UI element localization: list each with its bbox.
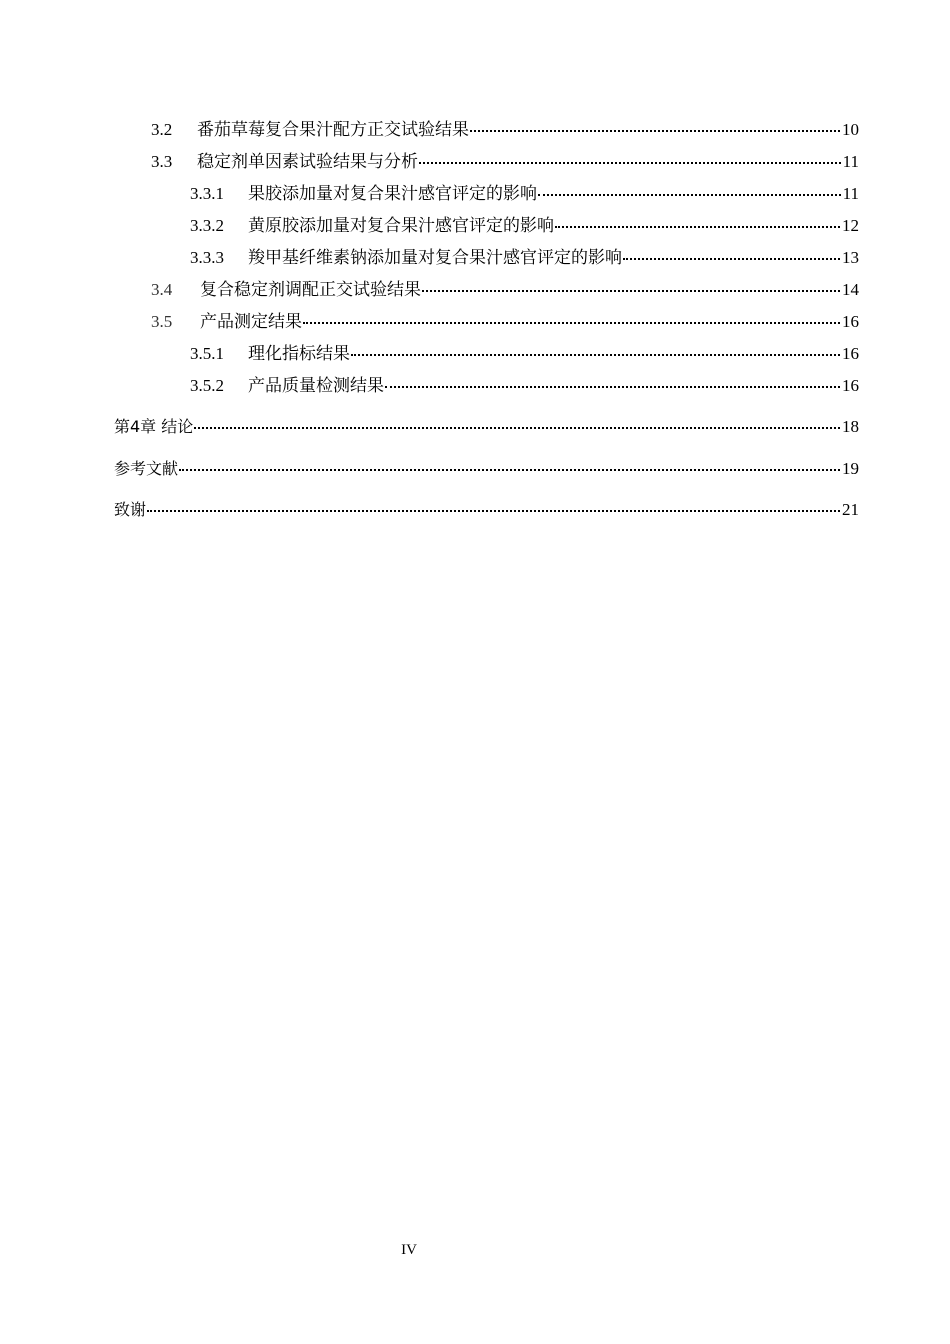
toc-entry-title: 果胶添加量对复合果汁感官评定的影响 <box>248 184 537 203</box>
toc-entry-3-3[interactable] <box>151 151 859 173</box>
toc-dot-leader <box>538 193 841 196</box>
toc-entry-page: 14 <box>842 280 859 299</box>
toc-entry-title: 参考文献 <box>114 459 179 478</box>
toc-entry-page: 16 <box>842 376 859 395</box>
toc-entry-3-3-2[interactable] <box>190 215 859 237</box>
toc-entry-page: 18 <box>842 417 859 436</box>
toc-entry-title: 黄原胶添加量对复合果汁感官评定的影响 <box>248 216 554 235</box>
toc-entry-number: 3.5 <box>151 312 173 331</box>
toc-dot-leader <box>351 353 840 356</box>
toc-entry-page: 11 <box>842 152 859 171</box>
toc-entry-chapter-4[interactable] <box>114 416 859 438</box>
toc-entry-page: 21 <box>842 500 859 519</box>
toc-dot-leader <box>303 321 840 324</box>
toc-entry-title: 复合稳定剂调配正交试验结果 <box>200 280 421 299</box>
toc-entry-3-3-3[interactable] <box>190 247 859 269</box>
toc-entry-3-5-1[interactable] <box>190 343 859 365</box>
toc-entry-3-2[interactable] <box>151 119 859 141</box>
toc-entry-page: 10 <box>842 120 859 139</box>
toc-dot-leader <box>385 385 840 388</box>
toc-entry-title: 羧甲基纤维素钠添加量对复合果汁感官评定的影响 <box>248 248 622 267</box>
toc-entry-3-5-2[interactable] <box>190 375 859 397</box>
toc-entry-number: 3.3.1 <box>190 184 224 203</box>
toc-dot-leader <box>419 161 841 164</box>
toc-dot-leader <box>179 468 840 471</box>
page-number: IV <box>401 1242 417 1258</box>
toc-dot-leader <box>623 257 840 260</box>
toc-entry-title: 产品质量检测结果 <box>248 376 384 395</box>
toc-entry-references[interactable] <box>114 458 859 480</box>
toc-entry-number: 3.3.3 <box>190 248 224 267</box>
toc-entry-3-5[interactable] <box>151 311 859 333</box>
toc-entry-page: 12 <box>842 216 859 235</box>
toc-entry-acknowledgements[interactable] <box>114 499 859 521</box>
toc-entry-title: 理化指标结果 <box>248 344 350 363</box>
toc-entry-number: 3.3.2 <box>190 216 224 235</box>
toc-entry-page: 19 <box>842 459 859 478</box>
toc-entry-number: 3.2 <box>151 120 173 139</box>
toc-dot-leader <box>147 509 840 512</box>
toc-entry-page: 16 <box>842 344 859 363</box>
toc-entry-page: 13 <box>842 248 859 267</box>
toc-entry-3-3-1[interactable] <box>190 183 859 205</box>
toc-entry-number: 3.5.2 <box>190 376 224 395</box>
toc-dot-leader <box>555 225 840 228</box>
toc-dot-leader <box>194 426 840 429</box>
toc-entry-title: 稳定剂单因素试验结果与分析 <box>197 152 418 171</box>
toc-entry-3-4[interactable] <box>151 279 859 301</box>
toc-entry-number: 3.3 <box>151 152 173 171</box>
toc-dot-leader <box>470 129 840 132</box>
toc-entry-number: 3.5.1 <box>190 344 224 363</box>
toc-entry-page: 16 <box>842 312 859 331</box>
toc-entry-title: 番茄草莓复合果汁配方正交试验结果 <box>197 120 469 139</box>
toc-entry-title: 致谢 <box>114 500 147 519</box>
toc-entry-number: 3.4 <box>151 280 173 299</box>
toc-entry-title: 第4章 结论 <box>114 417 194 436</box>
toc-entry-page: 11 <box>842 184 859 203</box>
toc-dot-leader <box>422 289 840 292</box>
toc-entry-title: 产品测定结果 <box>200 312 302 331</box>
